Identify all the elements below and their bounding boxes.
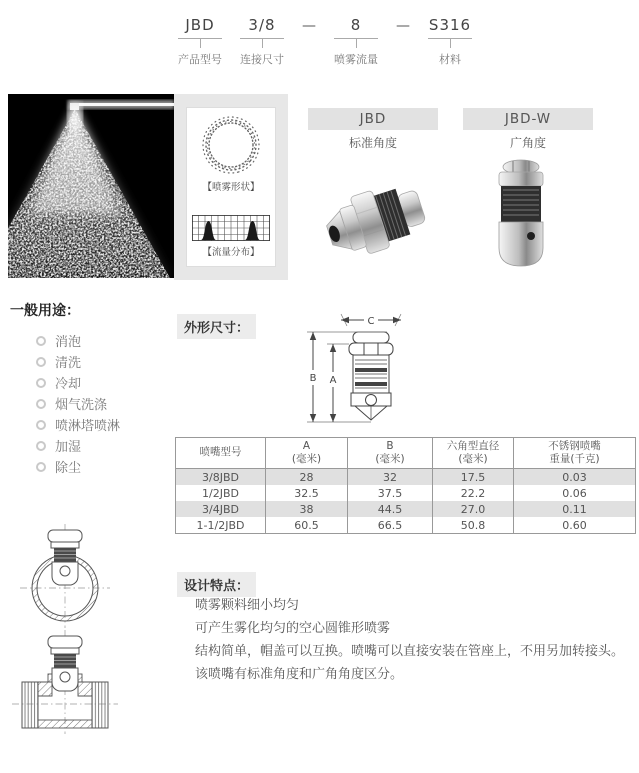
tick-connector [240, 38, 284, 49]
dim-label-a: A [329, 375, 337, 386]
use-item-label: 烟气洗涤 [55, 398, 108, 413]
feature-line: 该喷嘴有标准角度和广角角度区分。 [195, 667, 404, 682]
pipe-mount-drawing [20, 524, 110, 628]
flow-distribution-icon [192, 215, 270, 241]
cell-a: 32.5 [266, 485, 348, 501]
spray-shape-card [187, 108, 275, 266]
design-features-title: 设计特点： [177, 572, 256, 597]
header-weight: 不锈钢喷嘴 重量(千克) [514, 438, 636, 469]
ring-bullet-icon [36, 336, 46, 346]
spray-shape-panel [174, 94, 288, 280]
use-item-label: 除尘 [55, 461, 82, 476]
cell-hex: 27.0 [433, 501, 514, 517]
feature-line: 结构简单，帽盖可以互换。喷嘴可以直接安装在管座上，不用另加转接头。 [195, 644, 625, 659]
design-features-list [195, 594, 635, 686]
table-row [176, 469, 636, 486]
dash-separator: — [302, 18, 316, 34]
ring-bullet-icon [36, 378, 46, 388]
cell-model: 1/2JBD [202, 486, 239, 500]
spray-photo [8, 94, 174, 278]
use-item-label: 清洗 [55, 356, 82, 371]
product-subtitle-jbd: 标准角度 [348, 136, 397, 150]
general-uses-section [10, 300, 170, 477]
model-label: 产品型号 [178, 53, 222, 66]
model-value: JBD [185, 16, 215, 34]
use-item [36, 372, 170, 393]
dim-label-c: C [367, 316, 375, 327]
header-model: 喷嘴型号 [176, 438, 266, 469]
cell-b: 66.5 [348, 517, 433, 534]
model-part-connection [240, 16, 284, 67]
general-uses-list [10, 330, 170, 477]
product-header-jbd: JBD [308, 108, 438, 130]
tick-connector [334, 38, 378, 49]
cell-b: 32 [348, 469, 433, 486]
cell-model: 3/4JBD [202, 502, 239, 516]
cell-model: 3/8JBD [202, 470, 239, 484]
model-value: 8 [350, 16, 362, 34]
general-uses-title: 一般用途： [10, 303, 80, 319]
tee-mount-drawing [12, 630, 118, 734]
feature-line: 喷雾颗料细小均匀 [195, 598, 300, 613]
cell-hex: 22.2 [433, 485, 514, 501]
table-row [176, 485, 636, 501]
cell-model: 1-1/2JBD [196, 518, 245, 532]
spray-cone-image [8, 94, 174, 278]
ring-bullet-icon [36, 441, 46, 451]
model-label: 喷雾流量 [334, 53, 378, 66]
cell-a: 60.5 [266, 517, 348, 534]
model-part-material [428, 16, 472, 67]
spray-shape-caption: 【喷雾形状】 [202, 182, 260, 193]
header-a: A (毫米) [266, 438, 348, 469]
use-item-label: 冷却 [55, 377, 82, 392]
ring-bullet-icon [36, 462, 46, 472]
cell-weight: 0.60 [514, 517, 636, 534]
cell-a: 38 [266, 501, 348, 517]
model-value: S316 [428, 16, 472, 34]
dimensions-section-title: 外形尺寸： [177, 314, 256, 339]
dimension-diagram [283, 306, 418, 438]
use-item-label: 喷淋塔喷淋 [55, 419, 121, 434]
model-label: 材料 [439, 53, 461, 66]
use-item [36, 456, 170, 477]
tick-connector [428, 38, 472, 49]
header-b: B (毫米) [348, 438, 433, 469]
dim-label-b: B [309, 373, 317, 384]
header-hex-diameter: 六角型直径 (毫米) [433, 438, 514, 469]
ring-bullet-icon [36, 420, 46, 430]
use-item [36, 393, 170, 414]
model-code-diagram [130, 16, 520, 67]
model-label: 连接尺寸 [240, 53, 284, 66]
nozzle-photo-jbd-w [495, 158, 547, 270]
dimensions-table [175, 437, 636, 534]
table-row [176, 517, 636, 534]
flow-distribution-caption: 【流量分布】 [202, 247, 260, 258]
use-item [36, 351, 170, 372]
cell-hex: 50.8 [433, 517, 514, 534]
cell-weight: 0.06 [514, 485, 636, 501]
use-item [36, 435, 170, 456]
tick-connector [178, 38, 222, 49]
nozzle-photo-jbd [325, 178, 437, 272]
ring-bullet-icon [36, 399, 46, 409]
cell-a: 28 [266, 469, 348, 486]
use-item [36, 414, 170, 435]
product-header-jbd-w: JBD-W [463, 108, 593, 130]
cell-hex: 17.5 [433, 469, 514, 486]
hollow-cone-ring-icon [191, 114, 271, 176]
cell-b: 37.5 [348, 485, 433, 501]
model-part-flow [334, 16, 378, 67]
cell-weight: 0.11 [514, 501, 636, 517]
table-row [176, 501, 636, 517]
cell-weight: 0.03 [514, 469, 636, 486]
use-item [36, 330, 170, 351]
ring-bullet-icon [36, 357, 46, 367]
cell-b: 44.5 [348, 501, 433, 517]
feature-line: 可产生雾化均匀的空心圆锥形喷雾 [195, 621, 391, 636]
product-subtitle-jbd-w: 广角度 [509, 136, 546, 150]
table-header-row [176, 438, 636, 469]
model-value: 3/8 [248, 16, 276, 34]
dash-separator: — [396, 18, 410, 34]
use-item-label: 加湿 [55, 440, 82, 455]
mounting-drawings [8, 524, 158, 736]
model-part-product [178, 16, 222, 67]
use-item-label: 消泡 [55, 335, 82, 350]
